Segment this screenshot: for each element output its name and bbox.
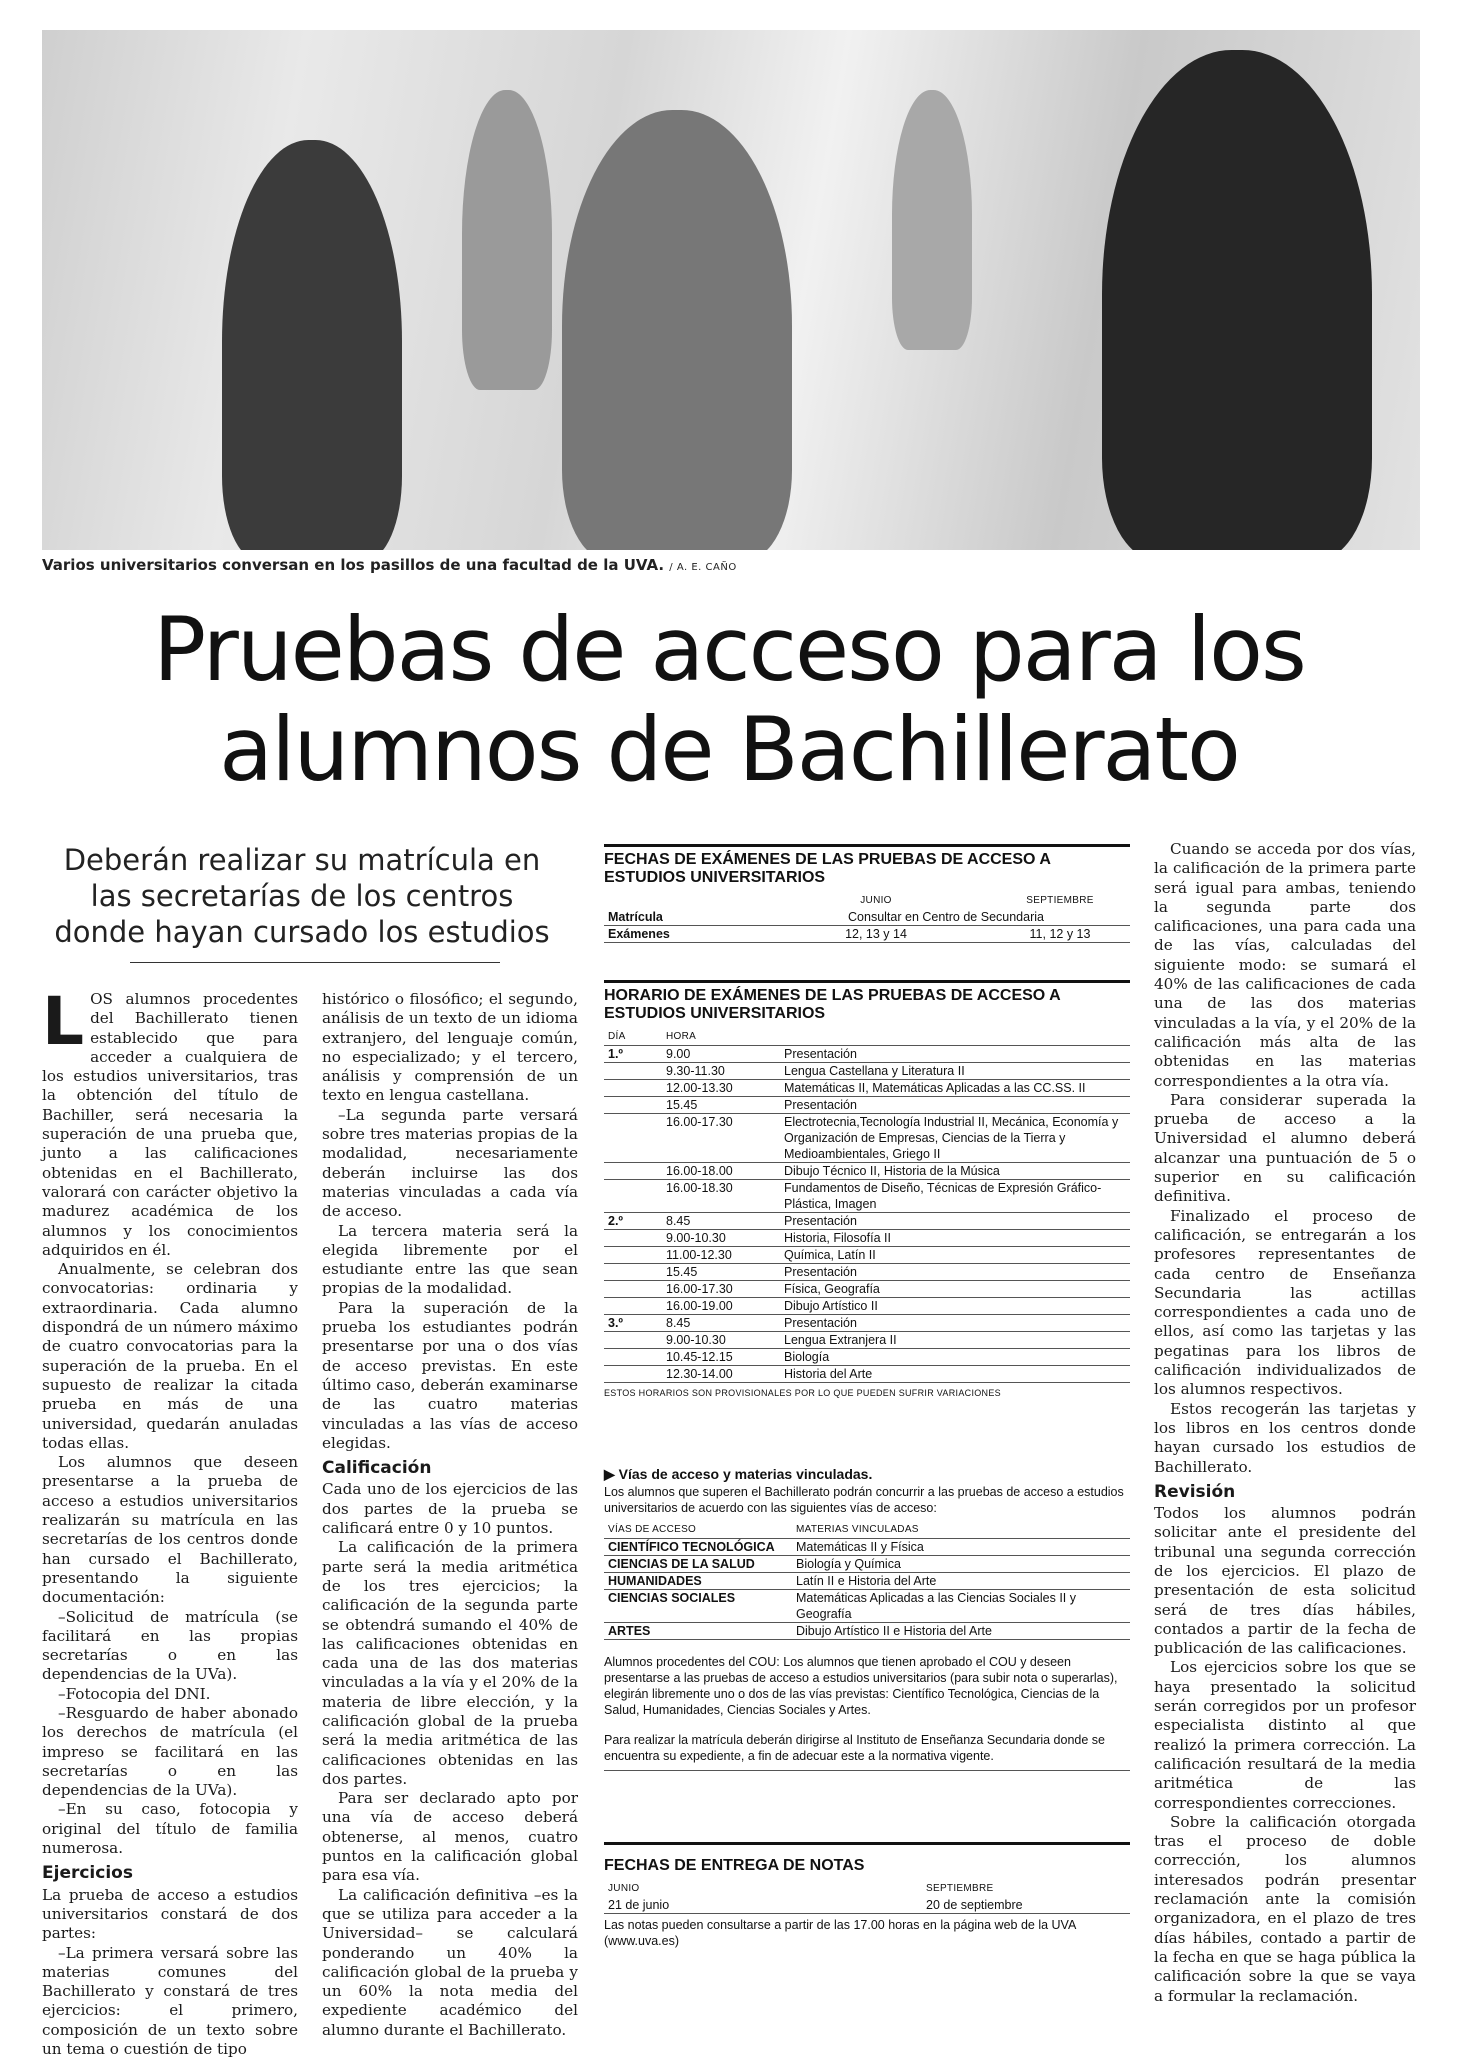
horario-dia: 2.º	[604, 1213, 662, 1230]
paragraph: La prueba de acceso a estudios universitarios constará de dos partes:	[42, 1885, 298, 1943]
cou-note: Alumnos procedentes del COU: Los alumnos que tienen aprobado el COU y deseen presentarse a las pruebas de acceso a estudios universitarios (para subir nota o superarlas), elegirán libremente uno o dos de las vías previstas: Científico Tecnológica, Ciencias de la Salud, Humanidades, Ciencias Sociales y Artes.	[604, 1655, 1118, 1717]
fechas-examenes-title: FECHAS DE EXÁMENES DE LAS PRUEBAS DE ACCESO A ESTUDIOS UNIVERSITARIOS	[604, 851, 1051, 886]
horario-dia	[604, 1298, 662, 1315]
paragraph: –Resguardo de haber abonado los derechos de matrícula (el impreso se facilitará en las secretarías o en las dependencias de la UVa).	[42, 1703, 298, 1800]
horario-hora: 16.00-19.00	[662, 1298, 780, 1315]
horario-hora: 12.00-13.30	[662, 1080, 780, 1097]
horario-row	[604, 1063, 1130, 1080]
via-row	[604, 1623, 1130, 1640]
paragraph: Sobre la calificación otorgada tras el proceso de doble corrección, los alumnos interesados podrán presentar reclamación ante la comisión organizadora, en el plazo de tres días hábiles, contado a partir de la fecha en que se haga pública la calificación sobre la que se vaya a formular la reclamación.	[1154, 1812, 1416, 2005]
paragraph: Los ejercicios sobre los que se haya presentado la solicitud serán corregidos por un profesor especialista distinto al que realizó la primera corrección. La calificación resultará de la media aritmética de las correspondientes correcciones.	[1154, 1658, 1416, 1812]
horario-row	[604, 1180, 1130, 1213]
horario-hora: 16.00-17.30	[662, 1114, 780, 1163]
fechas-examenes-table	[604, 893, 1130, 943]
headline-line-2: alumnos de Bachillerato	[219, 698, 1239, 801]
horario-materia: Física, Geografía	[780, 1281, 1130, 1298]
examenes-label: Exámenes	[604, 926, 762, 943]
notas-web: Las notas pueden consultarse a partir de las 17.00 horas en la página web de la UVA (www.uva.es)	[604, 1918, 1076, 1948]
via-materias: Matemáticas Aplicadas a las Ciencias Sociales II y Geografía	[792, 1590, 1130, 1623]
horario-row	[604, 1046, 1130, 1063]
horario-row	[604, 1114, 1130, 1163]
via-materias: Dibujo Artístico II e Historia del Arte	[792, 1623, 1130, 1640]
matricula-label: Matrícula	[604, 909, 762, 926]
notas-junio: 21 de junio	[604, 1897, 922, 1914]
horario-row	[604, 1230, 1130, 1247]
horario-row	[604, 1097, 1130, 1114]
paragraph: La calificación de la primera parte será la media aritmética de los tres ejercicios; la calificación de la segunda parte se obtendrá sumando el 40% de las calificaciones obtenidas en cada una de las dos materias vinculadas a la vía y el 20% de la materia de libre elección, y la calificación global de la prueba será la media aritmética de las calificaciones obtenidas en las dos partes.	[322, 1538, 578, 1788]
horario-materia: Dibujo Técnico II, Historia de la Música	[780, 1163, 1130, 1180]
horario-materia: Presentación	[780, 1213, 1130, 1230]
photo-figure-right	[1102, 50, 1372, 550]
via-via: HUMANIDADES	[604, 1573, 792, 1590]
horario-row	[604, 1213, 1130, 1230]
photo-figure-back	[892, 90, 972, 350]
horario-dia: 3.º	[604, 1315, 662, 1332]
horario-materia: Lengua Castellana y Literatura II	[780, 1063, 1130, 1080]
column-1	[42, 983, 298, 2059]
vias-intro: Los alumnos que superen el Bachillerato podrán concurrir a las pruebas de acceso a estudios universitarios de acuerdo con las siguientes vías de acceso:	[604, 1485, 1124, 1515]
horario-hora: 16.00-17.30	[662, 1281, 780, 1298]
via-row	[604, 1539, 1130, 1556]
fechas-examenes-box	[604, 844, 1130, 943]
photo-figure-center	[562, 110, 792, 550]
horario-title: HORARIO DE EXÁMENES DE LAS PRUEBAS DE ACCESO A ESTUDIOS UNIVERSITARIOS	[604, 987, 1061, 1022]
paragraph: La calificación definitiva –es la que se utiliza para acceder a la Universidad– se calculará ponderando un 40% la calificación global de la prueba y un 60% la nota media del expediente académico del alumno durante el Bachillerato.	[322, 1885, 578, 2039]
horario-dia	[604, 1366, 662, 1383]
horario-box	[604, 980, 1130, 1401]
horario-dia: 1.º	[604, 1046, 662, 1063]
via-row	[604, 1573, 1130, 1590]
horario-row	[604, 1163, 1130, 1180]
paragraph: Cada uno de los ejercicios de las dos partes de la prueba se calificará entre 0 y 10 puntos.	[322, 1480, 578, 1538]
horario-row	[604, 1315, 1130, 1332]
horario-hora: 15.45	[662, 1097, 780, 1114]
horario-hora: 16.00-18.30	[662, 1180, 780, 1213]
photo-caption	[42, 556, 737, 574]
paragraph: Para ser declarado apto por una vía de acceso deberá obtenerse, al menos, cuatro puntos en la calificación global para esa vía.	[322, 1789, 578, 1885]
paragraph: LOS alumnos procedentes del Bachillerato tienen establecido que para acceder a cualquiera de los estudios universitarios, tras la obtención del título de Bachiller, será necesaria la superación de una prueba que, junto a las calificaciones obtenidas en el Bachillerato, valorará con carácter objetivo la madurez académica de los alumnos y los conocimientos adquiridos en él.	[42, 983, 298, 1259]
horario-hora: 12.30-14.00	[662, 1366, 780, 1383]
col-septiembre: SEPTIEMBRE	[926, 1883, 994, 1894]
horario-row	[604, 1281, 1130, 1298]
horario-hora: 15.45	[662, 1264, 780, 1281]
via-via: CIENTÍFICO TECNOLÓGICA	[604, 1539, 792, 1556]
horario-hora: 10.45-12.15	[662, 1349, 780, 1366]
matricula-value: Consultar en Centro de Secundaria	[762, 909, 1130, 926]
horario-materia: Presentación	[780, 1046, 1130, 1063]
paragraph: Anualmente, se celebran dos convocatorias: ordinaria y extraordinaria. Cada alumno dispondrá de un número máximo de cuatro convocatorias para la superación de la prueba. En el supuesto de realizar la citada prueba en más de una universidad, quedarán anuladas todas ellas.	[42, 1260, 298, 1452]
paragraph: Para considerar superada la prueba de acceso a la Universidad el alumno deberá alcanzar una puntuación de 5 o superior en su calificación definitiva.	[1154, 1090, 1416, 1206]
horario-row	[604, 1332, 1130, 1349]
horario-row	[604, 1298, 1130, 1315]
horario-row	[604, 1349, 1130, 1366]
horario-dia	[604, 1063, 662, 1080]
paragraph: –Solicitud de matrícula (se facilitará en las propias secretarías o en las dependencias de la UVa).	[42, 1607, 298, 1684]
horario-row	[604, 1366, 1130, 1383]
vias-table	[604, 1522, 1130, 1640]
horario-materia: Historia, Filosofía II	[780, 1230, 1130, 1247]
paragraph: Cuando se acceda por dos vías, la calificación de la primera parte será igual para ambas, teniendo la segunda parte dos calificaciones, una para cada una de las vías, calculadas del siguiente modo: se sumará el 40% de las calificaciones de cada una de las dos materias vinculadas a la vía, y el 20% de la calificación más alta de las obtenidas en las materias correspondientes a la otra vía.	[1154, 840, 1416, 1090]
section-heading-ejercicios: Ejercicios	[42, 1863, 133, 1884]
paragraph: Finalizado el proceso de calificación, se entregarán a los profesores representantes de cada centro de Enseñanza Secundaria las actillas correspondientes a cada uno de ellos, así como las tarjetas y las pegatinas para los libros de calificación individualizados de los alumnos respectivos.	[1154, 1206, 1416, 1399]
horario-hora: 9.00	[662, 1046, 780, 1063]
paragraph: Los alumnos que deseen presentarse a la prueba de acceso a estudios universitarios realizarán su matrícula en las secretarías de los centros donde han cursado el Bachillerato, presentando la siguiente documentación:	[42, 1453, 298, 1607]
col-materias: MATERIAS VINCULADAS	[792, 1522, 1130, 1539]
paragraph: Estos recogerán las tarjetas y los libros en los centros donde hayan cursado los estudios de Bachillerato.	[1154, 1399, 1416, 1476]
horario-hora: 16.00-18.00	[662, 1163, 780, 1180]
paragraph: –La primera versará sobre las materias comunes del Bachillerato y constará de tres ejercicios: el primero, composición de un texto sobre un tema o cuestión de tipo	[42, 1943, 298, 2059]
col-hora: HORA	[662, 1029, 780, 1046]
paragraph: Todos los alumnos podrán solicitar ante el presidente del tribunal una segunda corrección de los ejercicios. El plazo de presentación de esta solicitud será de tres días hábiles, contados a partir de la fecha de publicación de las calificaciones.	[1154, 1504, 1416, 1658]
dropcap: L	[42, 983, 85, 1060]
horario-hora: 9.00-10.30	[662, 1332, 780, 1349]
photo-credit: / A. E. CAÑO	[669, 562, 737, 573]
vias-heading: ▶ Vías de acceso y materias vinculadas.	[604, 1466, 873, 1482]
horario-hora: 9.00-10.30	[662, 1230, 780, 1247]
paragraph: –Fotocopia del DNI.	[58, 1684, 211, 1703]
col-dia: DÍA	[604, 1029, 662, 1046]
horario-materia: Química, Latín II	[780, 1247, 1130, 1264]
paragraph: histórico o filosófico; el segundo, análisis de un texto de un idioma extranjero, del lenguaje común, no especializado; y el tercero, análisis y comprensión de un texto en lengua castellana.	[322, 990, 578, 1105]
via-materias: Matemáticas II y Física	[792, 1539, 1130, 1556]
horario-materia: Historia del Arte	[780, 1366, 1130, 1383]
horario-dia	[604, 1097, 662, 1114]
horario-materia: Biología	[780, 1349, 1130, 1366]
article-photo	[42, 30, 1420, 550]
horario-materia: Dibujo Artístico II	[780, 1298, 1130, 1315]
horario-materia: Lengua Extranjera II	[780, 1332, 1130, 1349]
horario-dia	[604, 1180, 662, 1213]
paragraph: Para la superación de la prueba los estudiantes podrán presentarse por una o dos vías de acceso previstas. En este último caso, deberán examinarse de las cuatro materias vinculadas a las vías de acceso elegidas.	[322, 1298, 578, 1452]
horario-materia: Matemáticas II, Matemáticas Aplicadas a las CC.SS. II	[780, 1080, 1130, 1097]
examenes-septiembre: 11, 12 y 13	[990, 926, 1130, 943]
paragraph: –En su caso, fotocopia y original del título de familia numerosa.	[42, 1800, 298, 1858]
column-2	[322, 990, 578, 2040]
horario-dia	[604, 1247, 662, 1264]
via-via: CIENCIAS DE LA SALUD	[604, 1556, 792, 1573]
horario-hora: 8.45	[662, 1213, 780, 1230]
headline	[0, 600, 1458, 800]
horario-materia: Electrotecnia,Tecnología Industrial II, Mecánica, Economía y Organización de Empresas, Ciencias de la Tierra y Medioambientales, Griego II	[780, 1114, 1130, 1163]
horario-note: ESTOS HORARIOS SON PROVISIONALES POR LO QUE PUEDEN SUFRIR VARIACIONES	[604, 1388, 1001, 1398]
section-heading-calificacion: Calificación	[322, 1458, 432, 1479]
photo-figure-back	[462, 90, 552, 390]
horario-dia	[604, 1281, 662, 1298]
horario-materia: Presentación	[780, 1315, 1130, 1332]
horario-materia: Fundamentos de Diseño, Técnicas de Expresión Gráfico-Plástica, Imagen	[780, 1180, 1130, 1213]
paragraph: –La segunda parte versará sobre tres materias propias de la modalidad, necesariamente deberán incluirse las dos materias vinculadas a cada vía de acceso.	[322, 1105, 578, 1221]
horario-dia	[604, 1349, 662, 1366]
horario-dia	[604, 1230, 662, 1247]
horario-table	[604, 1029, 1130, 1383]
notas-septiembre: 20 de septiembre	[922, 1897, 1130, 1914]
subheadline: Deberán realizar su matrícula en las secretarías de los centros donde hayan cursado los estudios	[54, 843, 550, 949]
col-junio: JUNIO	[608, 1883, 640, 1894]
horario-row	[604, 1247, 1130, 1264]
notas-title: FECHAS DE ENTREGA DE NOTAS	[604, 1857, 865, 1874]
via-materias: Latín II e Historia del Arte	[792, 1573, 1130, 1590]
col-junio: JUNIO	[860, 895, 892, 906]
photo-figure-left	[222, 140, 402, 550]
via-materias: Biología y Química	[792, 1556, 1130, 1573]
horario-dia	[604, 1332, 662, 1349]
col-septiembre: SEPTIEMBRE	[1026, 895, 1094, 906]
via-row	[604, 1556, 1130, 1573]
horario-dia	[604, 1080, 662, 1097]
subheadline-rule	[130, 962, 500, 963]
horario-row	[604, 1080, 1130, 1097]
section-heading-revision: Revisión	[1154, 1481, 1236, 1502]
horario-row	[604, 1264, 1130, 1281]
horario-materia: Presentación	[780, 1097, 1130, 1114]
vias-box	[604, 1466, 1130, 1771]
notas-box	[604, 1842, 1130, 1949]
photo-caption-text: Varios universitarios conversan en los pasillos de una facultad de la UVA.	[42, 556, 665, 574]
horario-hora: 8.45	[662, 1315, 780, 1332]
examenes-junio: 12, 13 y 14	[762, 926, 990, 943]
play-icon: ▶	[604, 1466, 619, 1482]
col-via: VÍAS DE ACCESO	[604, 1522, 792, 1539]
via-row	[604, 1590, 1130, 1623]
via-via: CIENCIAS SOCIALES	[604, 1590, 792, 1623]
notas-table	[604, 1881, 1130, 1914]
horario-materia: Presentación	[780, 1264, 1130, 1281]
matricula-note: Para realizar la matrícula deberán dirigirse al Instituto de Enseñanza Secundaria donde se encuentra su expediente, a fin de adecuar este a la normativa vigente.	[604, 1732, 1130, 1771]
paragraph: La tercera materia será la elegida libremente por el estudiante entre las que sean propias de la modalidad.	[322, 1221, 578, 1298]
horario-dia	[604, 1264, 662, 1281]
column-4	[1154, 840, 1416, 2006]
horario-dia	[604, 1163, 662, 1180]
headline-line-1: Pruebas de acceso para los	[153, 598, 1305, 701]
via-via: ARTES	[604, 1623, 792, 1640]
horario-dia	[604, 1114, 662, 1163]
horario-hora: 11.00-12.30	[662, 1247, 780, 1264]
horario-hora: 9.30-11.30	[662, 1063, 780, 1080]
